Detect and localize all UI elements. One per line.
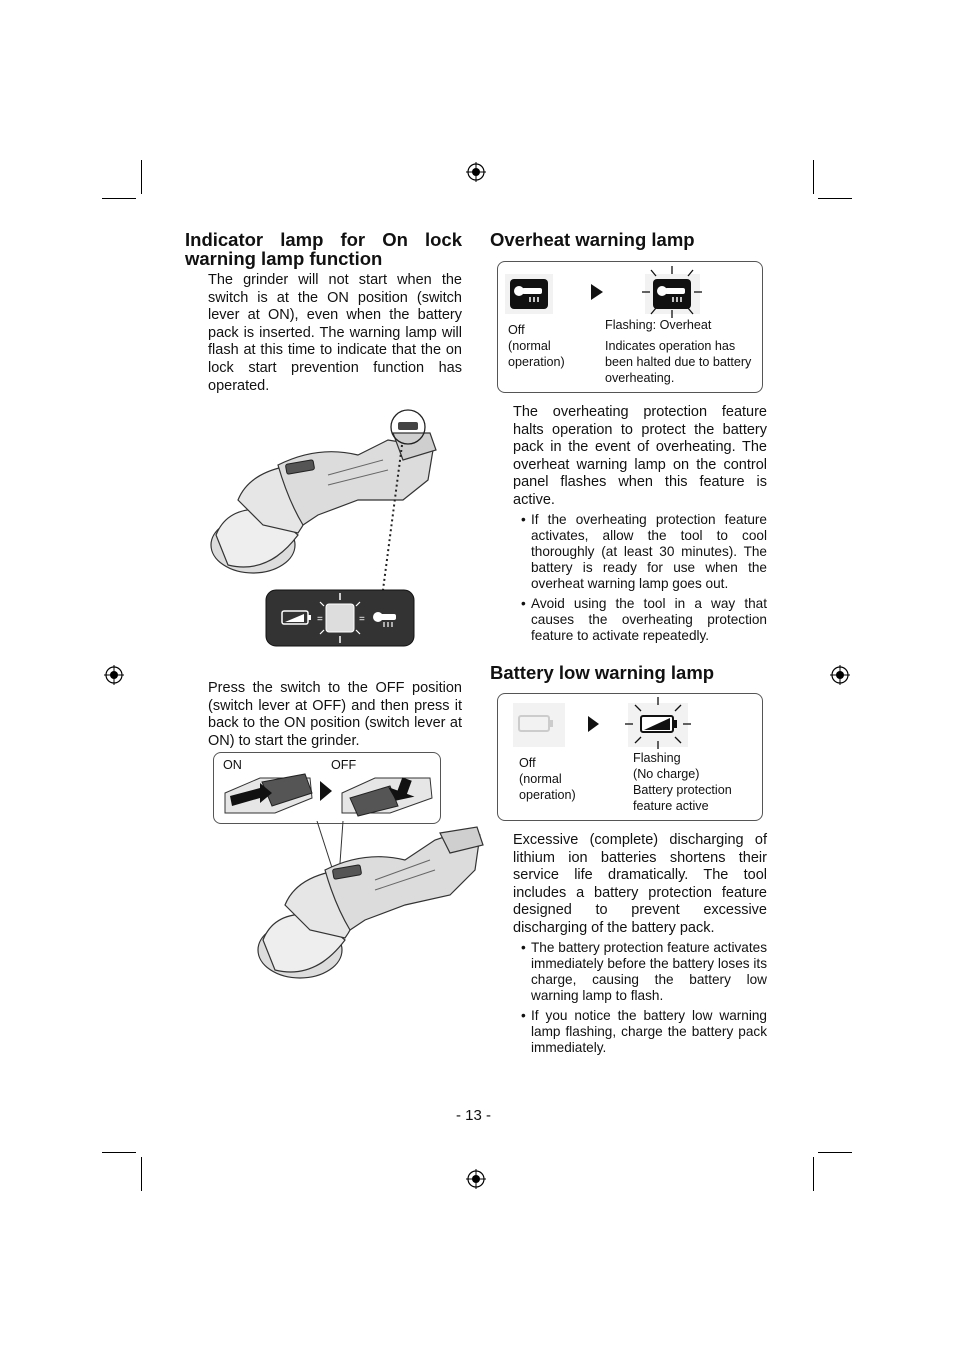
list-item: • The battery protection feature activates immediately before the battery loses its charge, causing the battery low warning lamp to flash. bbox=[521, 940, 767, 1004]
on-lock-paragraph: The grinder will not start when the switch is at the ON position (switch lever at ON), even when the battery pack is inserted. The warning lamp will flash at this time to indicate that the on lock start prevention function has operated. bbox=[208, 272, 462, 394]
list-item: • If the overheating protection feature activates, allow the tool to cool thoroughly (at least 30 minutes). The battery is ready for use when the overheat warning lamp goes out. bbox=[521, 512, 767, 592]
grinder-illustration bbox=[255, 825, 485, 985]
overheat-state-flashing: Flashing: Overheat bbox=[605, 318, 712, 332]
crop-mark bbox=[813, 160, 814, 194]
battery-low-paragraph: Excessive (complete) discharging of lithium ion batteries shortens their service life dramatically. The tool includes a battery protection feature designed to prevent excessive discharging of the battery pack. bbox=[513, 832, 767, 936]
crop-mark bbox=[102, 1152, 136, 1153]
overheat-state-off: Off (normal operation) bbox=[508, 323, 565, 369]
grinder-illustration bbox=[208, 405, 438, 650]
play-arrow-icon bbox=[591, 284, 603, 300]
battery-state-off: Off (normal operation) bbox=[519, 756, 576, 802]
label-on: ON bbox=[223, 758, 242, 772]
battery-state-flashing: Flashing (No charge) Battery protection feature active bbox=[633, 751, 732, 813]
registration-mark-icon bbox=[466, 1169, 486, 1189]
crop-mark bbox=[813, 1157, 814, 1191]
registration-mark-icon bbox=[466, 162, 486, 182]
on-lock-reset-paragraph: Press the switch to the OFF position (switch lever at OFF) and then press it back to the ON position (switch lever at ON) to start the grinder. bbox=[208, 680, 462, 749]
overheat-lamp-states bbox=[505, 266, 710, 318]
battery-low-bullets bbox=[521, 940, 767, 1060]
battery-lamp-states bbox=[513, 697, 698, 749]
crop-mark bbox=[141, 1157, 142, 1191]
section-title-on-lock: Indicator lamp for On lock warning lamp function bbox=[185, 229, 462, 269]
section-title-battery-low: Battery low warning lamp bbox=[490, 662, 715, 683]
switch-illustration bbox=[220, 768, 436, 820]
crop-mark bbox=[141, 160, 142, 194]
list-item: • If you notice the battery low warning lamp flashing, charge the battery pack immediately. bbox=[521, 1008, 767, 1056]
crop-mark bbox=[102, 198, 136, 199]
label-off: OFF bbox=[331, 758, 357, 772]
overheat-state-desc: Indicates operation has been halted due to battery overheating. bbox=[605, 339, 752, 385]
section-title-overheat: Overheat warning lamp bbox=[490, 229, 695, 250]
registration-mark-icon bbox=[104, 665, 124, 685]
registration-mark-icon bbox=[830, 665, 850, 685]
overheat-bullets bbox=[521, 512, 767, 648]
svg-text:=: = bbox=[317, 614, 323, 625]
overheat-paragraph: The overheating protection feature halts operation to protect the battery pack in the event of overheating. The overheat warning lamp on the control panel flashes when this feature is active. bbox=[513, 404, 767, 508]
play-arrow-icon bbox=[588, 716, 599, 732]
list-item: • Avoid using the tool in a way that causes the overheating protection feature to activate repeatedly. bbox=[521, 596, 767, 644]
svg-text:=: = bbox=[359, 614, 365, 625]
crop-mark bbox=[818, 198, 852, 199]
crop-mark bbox=[818, 1152, 852, 1153]
page-number: - 13 - bbox=[456, 1107, 492, 1124]
